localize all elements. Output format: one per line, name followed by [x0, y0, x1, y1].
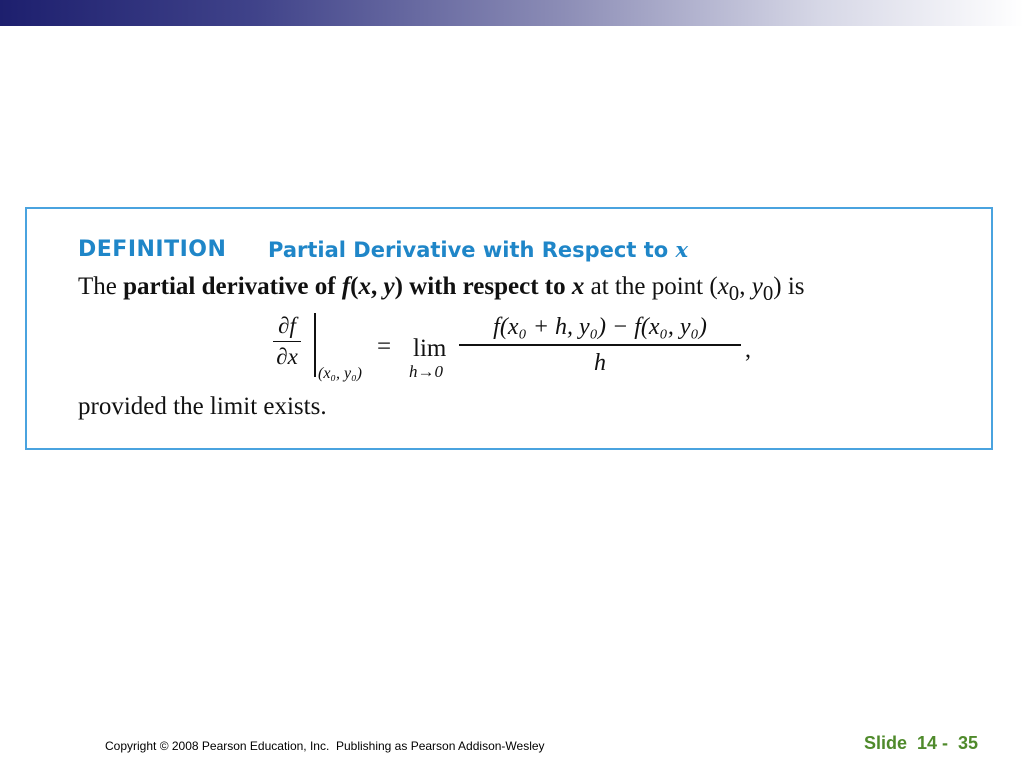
statement-y: y [383, 273, 395, 300]
definition-title-text: Partial Derivative with Respect to [268, 238, 676, 262]
statement-comma: , [370, 273, 384, 300]
difference-quotient-denominator: h [594, 349, 606, 376]
statement-sep: , [739, 273, 752, 300]
statement-x: x [358, 273, 371, 300]
statement-var: x [571, 273, 585, 300]
statement-bold-1: partial derivative of [123, 273, 342, 300]
copyright-text: Copyright © 2008 Pearson Education, Inc. Publishing as Pearson Addison-Wesley [105, 739, 545, 753]
statement-text-3: ) is [773, 273, 805, 300]
statement-paren-open: ( [350, 273, 359, 300]
definition-keyword: DEFINITION [78, 237, 227, 262]
partial-fraction [273, 313, 301, 370]
evaluation-bar [314, 313, 316, 377]
equals-sign: = [377, 333, 392, 360]
definition-box [25, 207, 993, 450]
evaluation-point: (x₀, y₀) [318, 365, 362, 382]
limit-subscript: h→0 [409, 362, 443, 381]
proviso-text: provided the limit exists. [78, 393, 327, 420]
statement-text-1: The [78, 273, 124, 300]
definition-title-var: x [675, 237, 689, 262]
partial-denominator: ∂x [276, 344, 298, 369]
difference-quotient-bar [459, 344, 741, 346]
top-gradient-bar [0, 0, 1024, 26]
slide-number: Slide 14 - 35 [864, 733, 979, 753]
partial-fraction-bar [273, 341, 301, 342]
statement-text-2: at the point ( [584, 273, 718, 300]
definition-heading [78, 237, 689, 262]
limit-operator: lim [413, 335, 447, 362]
statement-f: f [341, 273, 351, 300]
formula-comma: , [745, 337, 751, 363]
definition-statement [78, 273, 805, 306]
statement-x0: x [717, 273, 729, 300]
partial-derivative-formula [27, 309, 991, 389]
partial-numerator: ∂f [278, 313, 296, 338]
difference-quotient-numerator: f(x₀ + h, y₀) − f(x₀, y₀) [493, 314, 707, 340]
statement-y0-sub: 0 [762, 281, 774, 305]
statement-bold-2: ) with respect to [394, 273, 572, 300]
difference-quotient [459, 313, 741, 377]
statement-x0-sub: 0 [728, 281, 740, 305]
definition-title [268, 237, 688, 262]
statement-y0: y [751, 273, 763, 300]
